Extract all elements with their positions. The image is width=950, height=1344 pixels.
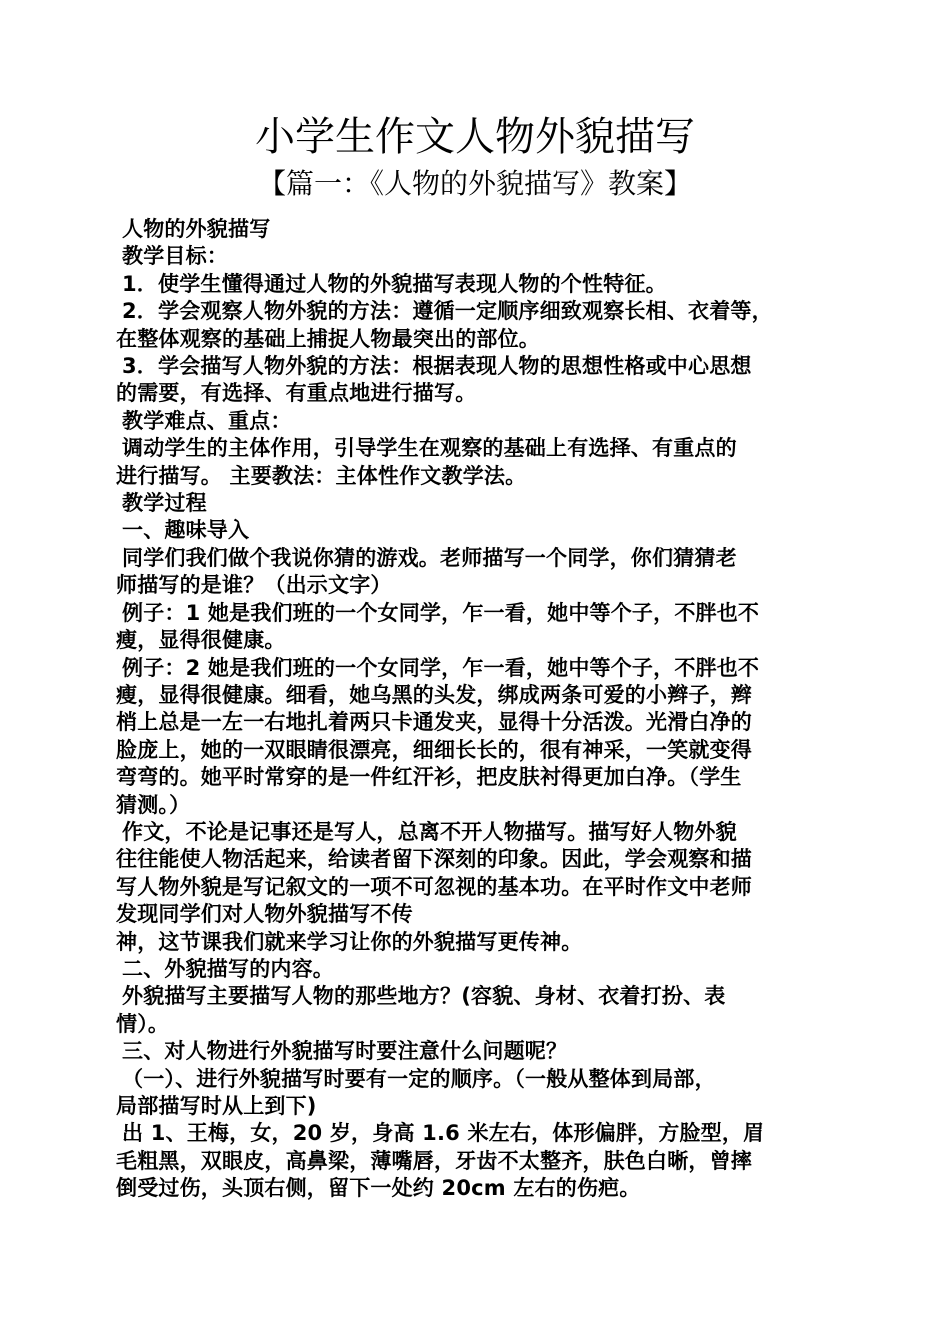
paragraph-line: 弯弯的。她平时常穿的是一件红汗衫，把皮肤衬得更加白净。（学生 xyxy=(116,765,742,790)
paragraph-line: 师描写的是谁？（出示文字） xyxy=(116,573,392,598)
document-subtitle: 【篇一：《人物的外貌描写》教案】 xyxy=(257,167,692,200)
section-heading: 教学过程 xyxy=(122,491,207,516)
paragraph-line: 1．使学生懂得通过人物的外貌描写表现人物的个性特征。 xyxy=(122,271,667,296)
paragraph-line: 例子：2 她是我们班的一个女同学，乍一看，她中等个子，不胖也不 xyxy=(122,655,760,680)
paragraph-line: 脸庞上，她的一双眼睛很漂亮，细细长长的，很有神采，一笑就变得 xyxy=(116,737,752,762)
paragraph-line: 毛粗黑，双眼皮，高鼻梁，薄嘴唇，牙齿不太整齐，肤色白晰，曾摔 xyxy=(116,1148,752,1173)
paragraph-line: 外貌描写主要描写人物的那些地方？(容貌、身材、衣着打扮、表 xyxy=(122,984,726,1009)
paragraph-line: 的需要，有选择、有重点地进行描写。 xyxy=(116,381,477,406)
paragraph-line: 发现同学们对人物外貌描写不传 xyxy=(116,902,413,927)
paragraph-line: 写人物外貌是写记叙文的一项不可忽视的基本功。在平时作文中老师 xyxy=(116,874,752,899)
paragraph-line: 猜测。） xyxy=(116,792,191,817)
paragraph-line: 出 1、王梅，女，20 岁，身高 1.6 米左右，体形偏胖，方脸型，眉 xyxy=(122,1121,765,1146)
paragraph-line: 作文，不论是记事还是写人，总离不开人物描写。描写好人物外貌 xyxy=(122,819,737,844)
paragraph-line: （一）、进行外貌描写时要有一定的顺序。（一般从整体到局部， xyxy=(122,1066,716,1091)
paragraph-line: 情）。 xyxy=(116,1011,170,1036)
paragraph-line: 在整体观察的基础上捕捉人物最突出的部位。 xyxy=(116,326,540,351)
paragraph-line: 2．学会观察人物外貌的方法：遵循一定顺序细致观察长相、衣着等， xyxy=(122,299,773,324)
paragraph-line: 进行描写。 主要教法：主体性作文教学法。 xyxy=(116,463,527,488)
paragraph-line: 往往能使人物活起来，给读者留下深刻的印象。因此，学会观察和描 xyxy=(116,847,752,872)
document-title: 小学生作文人物外貌描写 xyxy=(255,114,695,160)
paragraph-line: 倒受过伤，头顶右侧，留下一处约 20cm 左右的伤疤。 xyxy=(116,1176,641,1201)
paragraph-line: 神，这节课我们就来学习让你的外貌描写更传神。 xyxy=(116,929,583,954)
section-heading: 一、趣味导入 xyxy=(122,518,250,543)
paragraph-line: 同学们我们做个我说你猜的游戏。老师描写一个同学，你们猜猜老 xyxy=(122,545,737,570)
section-heading: 二、外貌描写的内容。 xyxy=(122,956,334,981)
document-body xyxy=(116,216,840,1203)
paragraph-line: 梢上总是一左一右地扎着两只卡通发夹，显得十分活泼。光滑白净的 xyxy=(116,710,752,735)
section-heading: 人物的外貌描写 xyxy=(122,217,271,241)
section-heading: 教学目标： xyxy=(122,244,228,269)
section-heading: 教学难点、重点： xyxy=(122,408,292,433)
paragraph-line: 瘦，显得很健康。 xyxy=(116,628,286,653)
paragraph-line: 调动学生的主体作用，引导学生在观察的基础上有选择、有重点的 xyxy=(122,436,737,461)
paragraph-line: 局部描写时从上到下) xyxy=(116,1094,317,1118)
paragraph-line: 瘦，显得很健康。细看，她乌黑的头发，绑成两条可爱的小辫子，辫 xyxy=(116,682,752,707)
paragraph-line: 例子：1 她是我们班的一个女同学，乍一看，她中等个子，不胖也不 xyxy=(122,600,760,625)
section-heading: 三、对人物进行外貌描写时要注意什么问题呢？ xyxy=(122,1039,568,1064)
paragraph-line: 3．学会描写人物外貌的方法：根据表现人物的思想性格或中心思想 xyxy=(122,354,752,379)
